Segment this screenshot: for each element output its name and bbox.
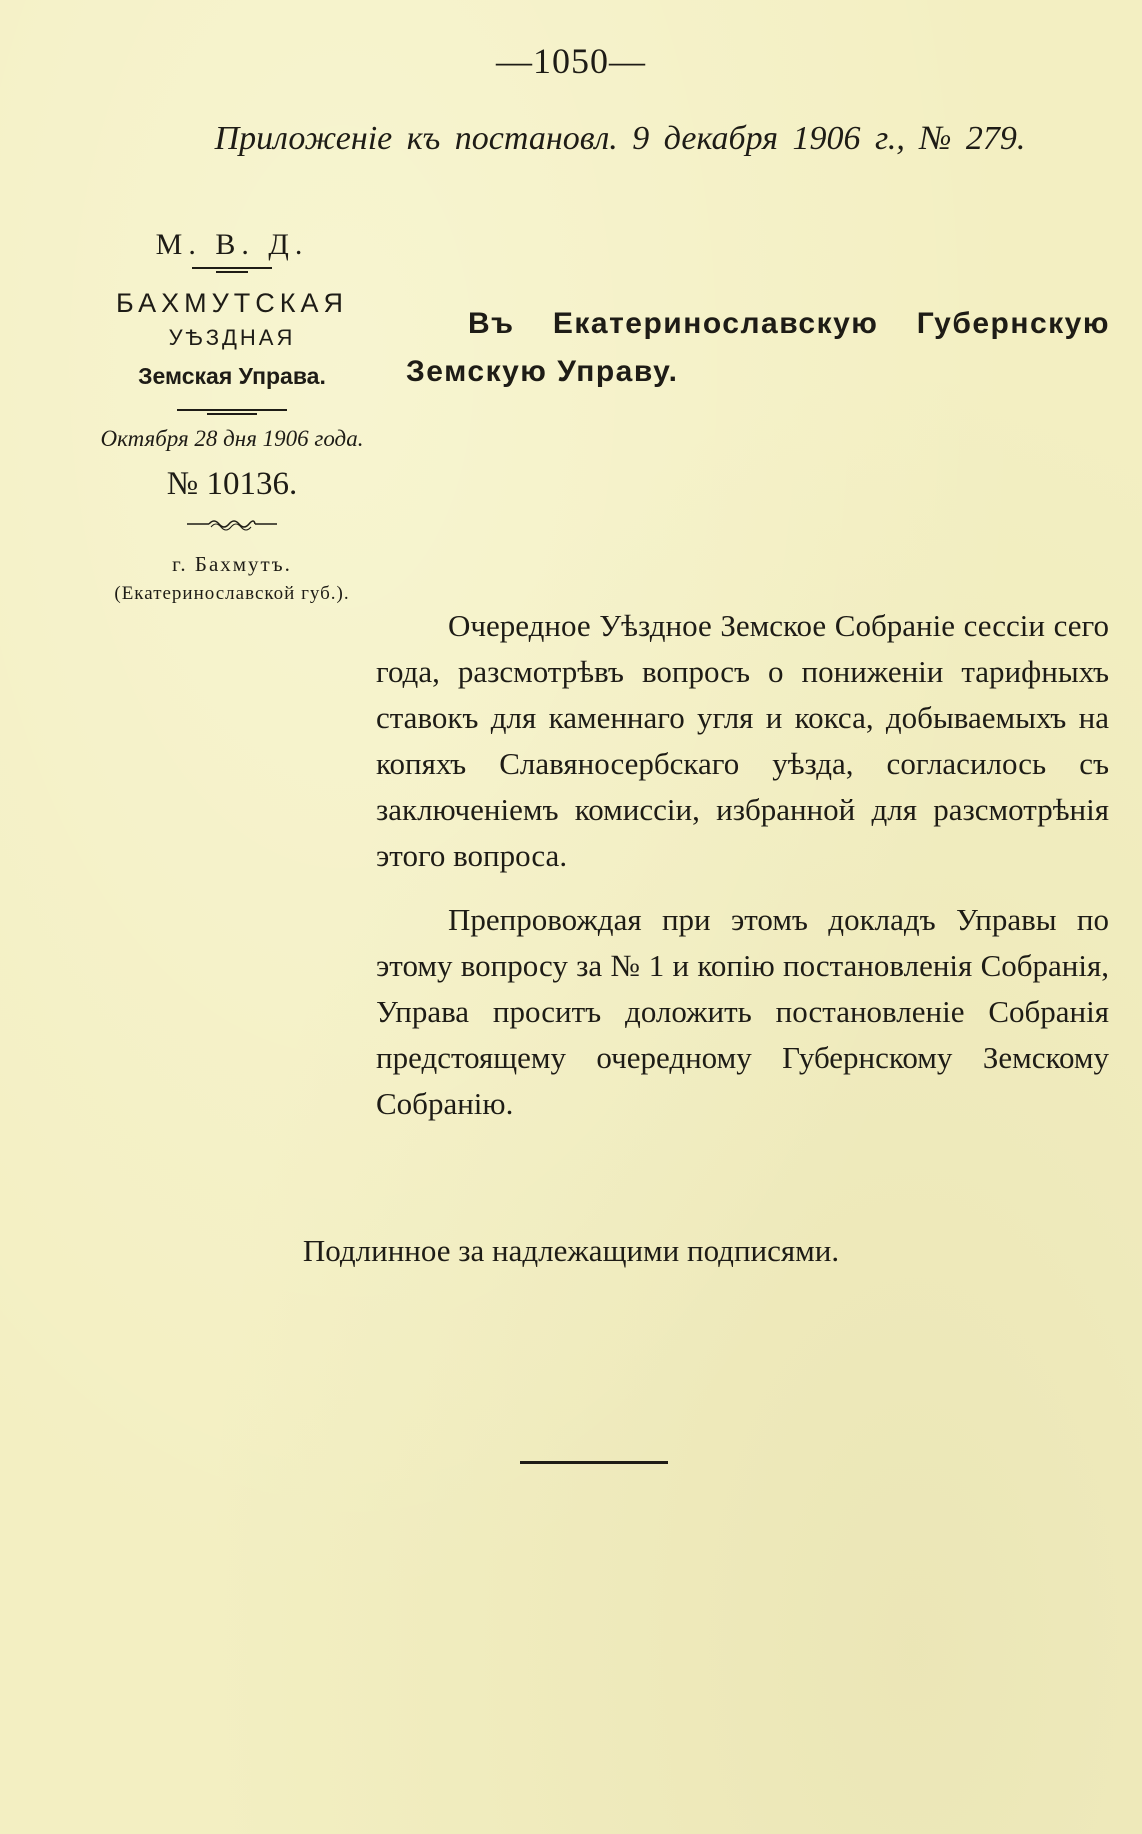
addressee — [400, 300, 1110, 396]
addressee-line-1 — [468, 300, 1110, 348]
ministry-label: М. В. Д. — [155, 228, 309, 261]
end-rule — [520, 1461, 668, 1464]
district-name: БАХМУТСКАЯ — [115, 288, 348, 318]
wavy-ornament — [187, 517, 277, 531]
ornament-rule — [192, 264, 272, 274]
addressee-word: Въ — [468, 307, 515, 340]
ornament-rule — [177, 406, 287, 416]
uezd-label: УѢЗДНАЯ — [168, 325, 296, 350]
letter-body — [376, 603, 1109, 1127]
board-letterhead — [72, 228, 392, 605]
body-paragraph: Очередное Уѣздное Земское Собраніе сессіи сего года, разсмотрѣвъ вопросъ о пониженіи тарифныхъ ставокъ для каменнаго угля и кокса, добываемыхъ на копяхъ Славяносербскаго уѣзда, согласилось съ заключеніемъ комиссіи, избранной для разсмотрѣнія этого вопроса. — [376, 608, 1109, 873]
province-name: (Екатеринославской губ.). — [114, 583, 350, 604]
letter-date: Октября 28 дня 1906 года. — [100, 426, 364, 451]
certification-note: Подлинное за надлежащими подписями. — [302, 1233, 840, 1268]
letter-number: № 10136. — [166, 466, 298, 502]
body-paragraph: Препровождая при этомъ докладъ Управы по этому вопросу за № 1 и копію постановленія Собранія, Управа проситъ доложить постановленіе Собранія предстоящему очередному Губернскому Земскому Собранію. — [376, 902, 1109, 1121]
addressee-word: Екатеринославскую — [552, 307, 879, 340]
city-name: г. Бахмутъ. — [172, 552, 292, 576]
appendix-line: Приложеніе къ постановл. 9 декабря 1906 г., № 279. — [214, 120, 1026, 157]
addressee-word: Губернскую — [916, 307, 1110, 340]
addressee-line-2: Земскую Управу. — [406, 355, 679, 388]
board-name: Земская Управа. — [138, 363, 326, 389]
page-number: —1050— — [496, 41, 646, 81]
